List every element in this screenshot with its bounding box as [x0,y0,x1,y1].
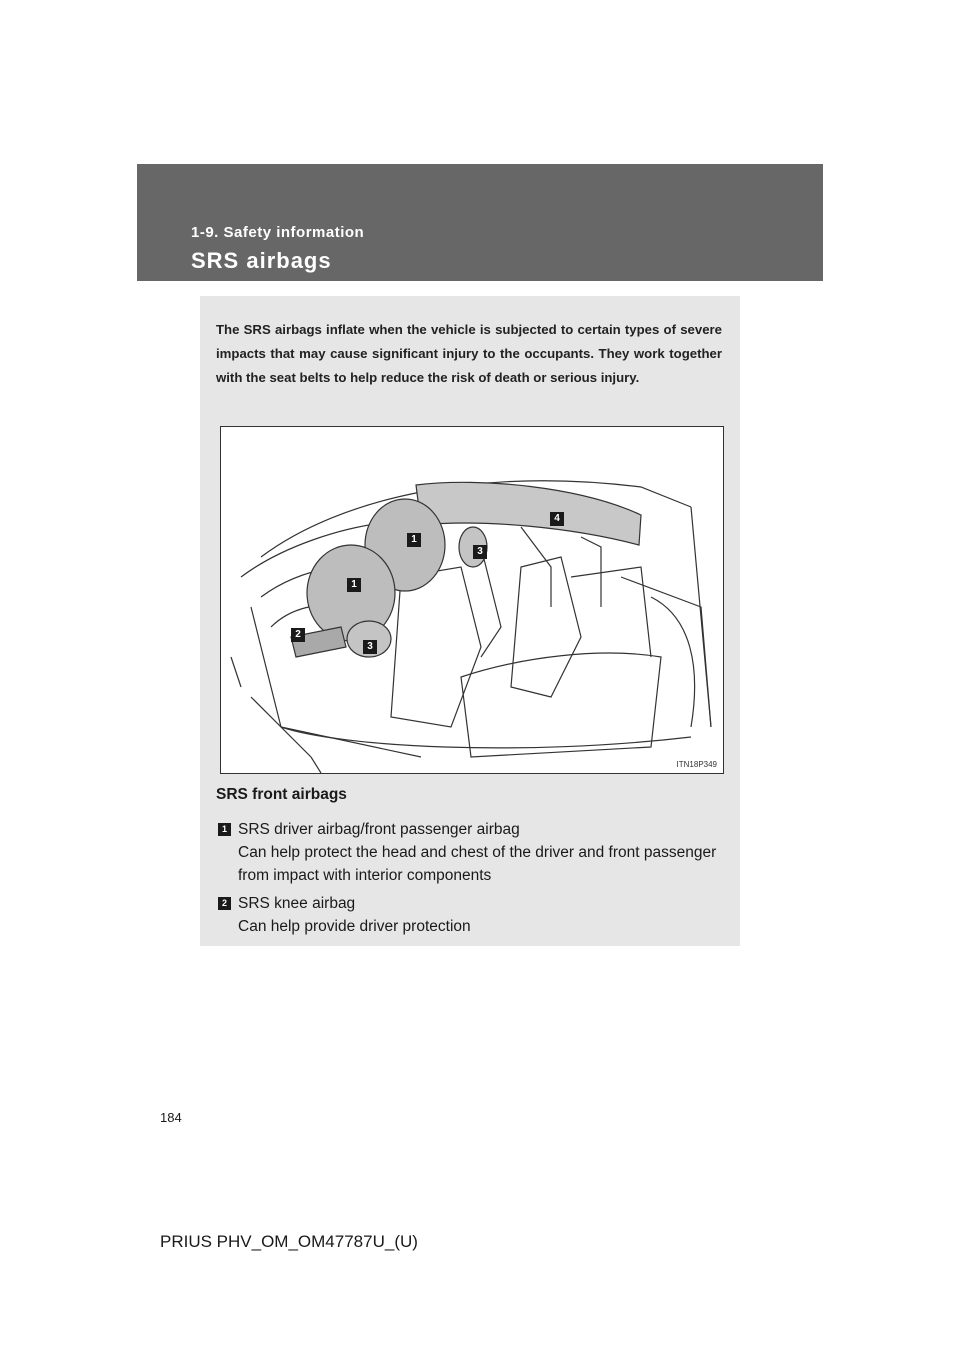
item-title: SRS knee airbag [238,895,356,912]
callout-3-upper: 3 [473,545,487,559]
intro-paragraph: The SRS airbags inflate when the vehicle is subjected to certain types of severe impacts that may cause significant injury to the occupants. They work together with the seat belts to help reduce the risk of death or serious injury. [216,322,722,385]
figure-code: ITN18P349 [676,760,717,769]
page-number: 184 [160,1110,182,1125]
item-description: Can help provide driver protection [238,918,471,935]
content-box [200,296,740,946]
callout-4: 4 [550,512,564,526]
sub-heading: SRS front airbags [216,786,347,803]
item-marker: 2 [218,897,231,910]
airbag-illustration [220,426,724,774]
section-label: 1-9. Safety information [191,224,365,241]
item-marker: 1 [218,823,231,836]
page-title: SRS airbags [191,248,332,273]
item-description: Can help protect the head and chest of the driver and front passenger from impact with interior components [238,844,717,884]
item-title: SRS driver airbag/front passenger airbag [238,821,520,838]
callout-3-lower: 3 [363,640,377,654]
list-item [216,892,726,938]
callout-1-lower: 1 [347,578,361,592]
callout-2: 2 [291,628,305,642]
footer-document-code: PRIUS PHV_OM_OM47787U_(U) [160,1232,418,1251]
list-item [216,818,726,887]
header-band [137,164,823,281]
car-interior-drawing [221,427,723,773]
callout-1-upper: 1 [407,533,421,547]
